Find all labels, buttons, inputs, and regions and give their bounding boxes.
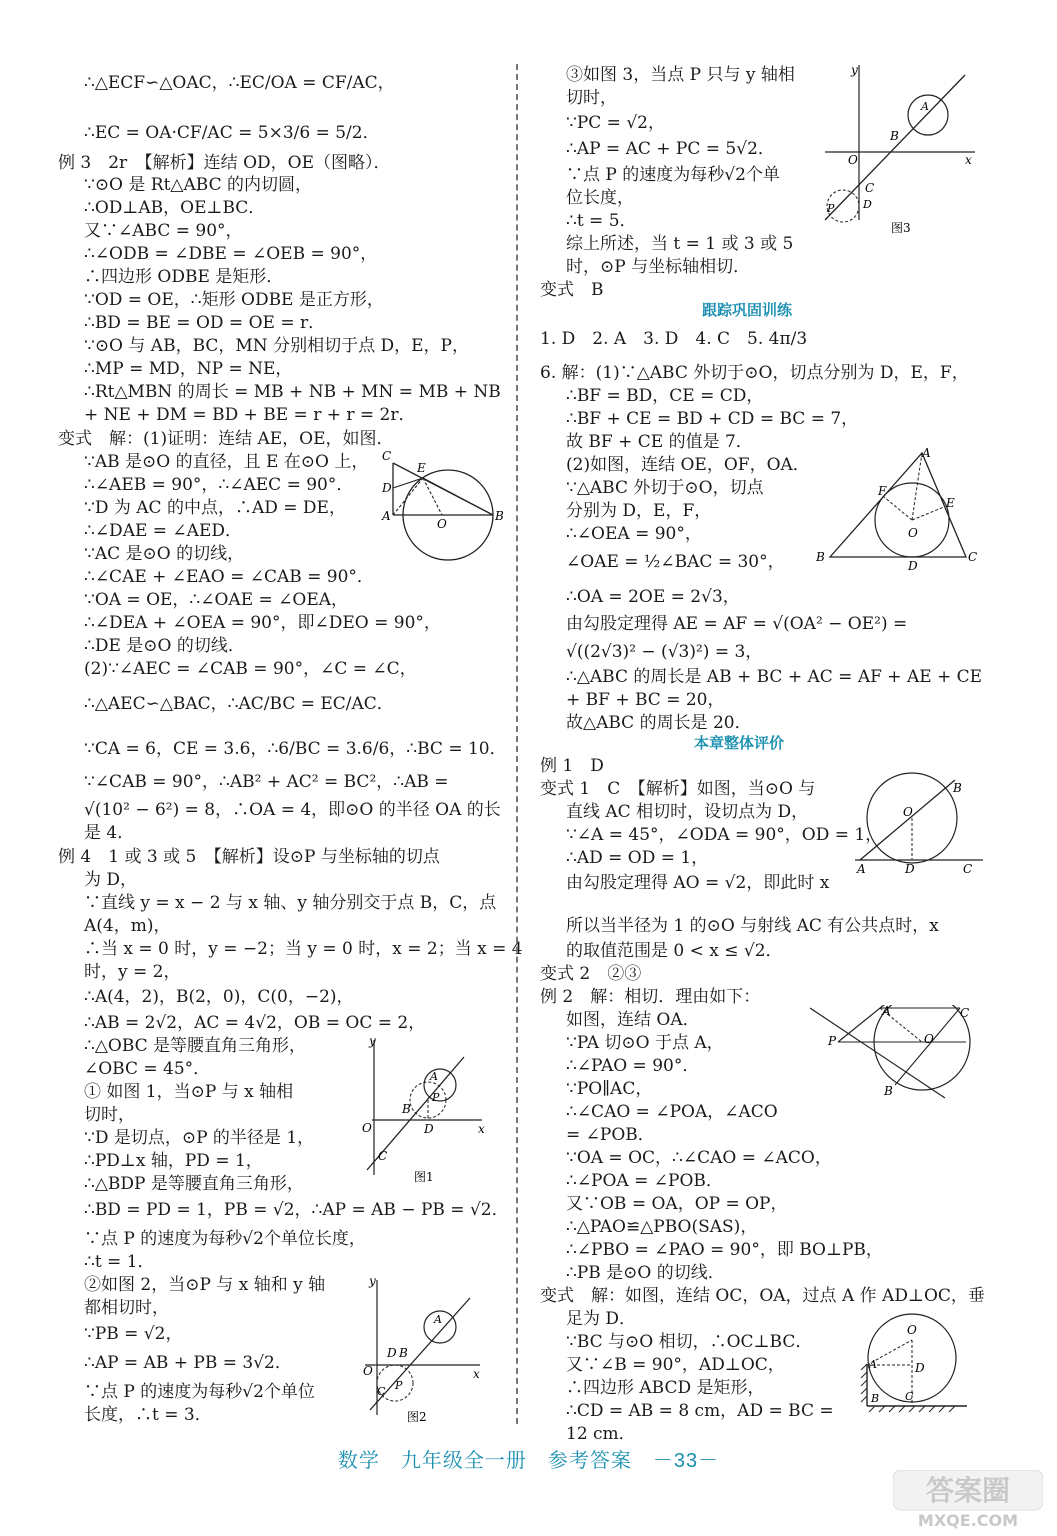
figure-circle-ray-ac bbox=[855, 770, 985, 880]
right-text-line: ∴△ABC 的周长是 AB + BC + AC = AF + AE + CE bbox=[566, 667, 983, 687]
svg-text:A: A bbox=[921, 100, 929, 113]
svg-text:y: y bbox=[369, 1035, 376, 1048]
right-text-line: 12 cm． bbox=[566, 1424, 636, 1444]
svg-text:O: O bbox=[924, 1032, 934, 1046]
svg-text:O: O bbox=[903, 805, 913, 819]
svg-text:B: B bbox=[402, 1102, 411, 1116]
left-text-line: ∵OA = OE，∴∠OAE = ∠OEA， bbox=[84, 590, 349, 610]
right-text-line: 位长度， bbox=[566, 188, 634, 208]
section-title-chapter: 本章整体评价 bbox=[694, 735, 785, 752]
left-text-line: ∴当 x = 0 时，y = −2；当 y = 0 时，x = 2；当 x = 4 bbox=[84, 939, 523, 959]
left-text-line: ∵∠CAB = 90°，∴AB² + AC² = BC²，∴AB = bbox=[84, 772, 449, 792]
left-text-line: ∴∠DAE = ∠AED． bbox=[84, 521, 242, 541]
svg-text:P: P bbox=[395, 1379, 403, 1392]
section-title-track: 跟踪巩固训练 bbox=[702, 302, 793, 319]
svg-text:C: C bbox=[378, 1149, 388, 1163]
svg-text:MXQE.COM: MXQE.COM bbox=[917, 1511, 1019, 1530]
left-text-line: 例 3 2r 【解析】连结 OD，OE（图略）． bbox=[58, 153, 391, 173]
svg-text:D: D bbox=[905, 862, 915, 876]
svg-text:x: x bbox=[965, 153, 972, 167]
left-text-line: 为 D， bbox=[84, 870, 138, 890]
left-text-line: ∴∠ODB = ∠DBE = ∠OEB = 90°， bbox=[84, 244, 378, 264]
svg-text:E: E bbox=[417, 461, 426, 475]
left-text-line: A(4，m)， bbox=[84, 916, 171, 936]
left-text-line: ∴PD⊥x 轴，PD = 1， bbox=[84, 1151, 263, 1171]
right-text-line: 故△ABC 的周长是 20． bbox=[566, 713, 752, 733]
right-text-line: 如图，连结 OA． bbox=[566, 1010, 700, 1030]
left-text-line: ∵点 P 的速度为每秒√2个单位 bbox=[84, 1382, 315, 1402]
left-text-line: 长度，∴t = 3． bbox=[84, 1405, 212, 1425]
svg-text:B: B bbox=[953, 781, 962, 795]
right-text-line: ∴△PAO≌△PBO(SAS)， bbox=[566, 1217, 758, 1237]
right-text-line: ∴∠CAO = ∠POA，∠ACO bbox=[566, 1102, 778, 1122]
left-text-line: ∴DE 是⊙O 的切线． bbox=[84, 636, 245, 656]
svg-text:D: D bbox=[863, 198, 872, 211]
left-text-line: 时，y = 2， bbox=[84, 962, 181, 982]
right-text-line: ∴∠PBO = ∠PAO = 90°，即 BO⊥PB， bbox=[566, 1240, 883, 1260]
svg-text:P: P bbox=[827, 202, 835, 215]
left-text-line: ∴Rt△MBN 的周长 = MB + NB + MN = MB + NB bbox=[84, 382, 501, 402]
svg-text:O: O bbox=[437, 517, 447, 531]
left-text-line: ① 如图 1，当⊙P 与 x 轴相 bbox=[84, 1082, 294, 1102]
svg-text:x: x bbox=[478, 1122, 485, 1136]
right-text-line: 例 1 D bbox=[540, 756, 604, 776]
svg-text:O: O bbox=[363, 1364, 373, 1378]
left-text-line: ∵D 是切点，⊙P 的半径是 1， bbox=[84, 1128, 315, 1148]
right-text-line: ∵点 P 的速度为每秒√2个单 bbox=[566, 165, 780, 185]
right-text-line: 又∵OB = OA，OP = OP， bbox=[566, 1194, 788, 1214]
svg-text:答案圈: 答案圈 bbox=[925, 1474, 1011, 1507]
right-text-line: ∵∠A = 45°，∠ODA = 90°，OD = 1， bbox=[566, 825, 883, 845]
svg-text:A: A bbox=[430, 1070, 438, 1083]
right-text-line: √((2√3)² − (√3)²) = 3， bbox=[566, 642, 763, 662]
figure-2-coordinate bbox=[355, 1275, 490, 1425]
left-text-line: ∴BD = PD = 1，PB = √2，∴AP = AB − PB = √2． bbox=[84, 1200, 509, 1220]
svg-text:C: C bbox=[968, 550, 978, 564]
left-text-line: ∵OD = OE，∴矩形 ODBE 是正方形， bbox=[84, 290, 384, 310]
right-text-line: ∵OA = OC，∴∠CAO = ∠ACO， bbox=[566, 1148, 832, 1168]
svg-text:B: B bbox=[816, 550, 825, 564]
left-text-line: + NE + DM = BD + BE = r + r = 2r． bbox=[84, 405, 416, 425]
left-text-line: ∴∠AEB = 90°，∴∠AEC = 90°． bbox=[84, 475, 354, 495]
right-text-line: 分别为 D，E，F， bbox=[566, 501, 712, 521]
left-text-line: 是 4． bbox=[84, 823, 135, 843]
page-footer: 数学 九年级全一册 参考答案 －33－ bbox=[337, 1450, 720, 1472]
right-text-line: (2)如图，连结 OE，OF，OA． bbox=[566, 455, 810, 475]
right-text-line: 切时， bbox=[566, 88, 617, 108]
svg-text:B: B bbox=[399, 1346, 408, 1360]
left-text-line: ∴△ECF∽△OAC，∴EC/OA = CF/AC， bbox=[84, 73, 395, 93]
left-text-line: ∴MP = MD，NP = NE， bbox=[84, 359, 293, 379]
right-text-line: 变式 B bbox=[540, 280, 604, 300]
left-text-line: ∠OBC = 45°． bbox=[84, 1059, 211, 1079]
figure-triangle-incircle bbox=[810, 445, 980, 575]
right-text-line: 变式 1 C 【解析】如图，当⊙O 与 bbox=[540, 779, 816, 799]
left-text-line: ∴BD = BE = OD = OE = r． bbox=[84, 313, 326, 333]
right-text-line: ∠OAE = ½∠BAC = 30°， bbox=[566, 552, 785, 572]
svg-text:C: C bbox=[905, 1390, 914, 1403]
left-text-line: ∵D 为 AC 的中点，∴AD = DE， bbox=[84, 498, 346, 518]
left-text-line: ∴△AEC∽△BAC，∴AC/BC = EC/AC． bbox=[84, 694, 394, 714]
left-text-line: ∴t = 1． bbox=[84, 1252, 155, 1272]
right-text-line: 由勾股定理得 AO = √2，即此时 x bbox=[566, 873, 830, 893]
svg-text:D: D bbox=[908, 559, 918, 573]
svg-text:A: A bbox=[857, 862, 866, 876]
right-text-line: ∴∠POA = ∠POB． bbox=[566, 1171, 723, 1191]
right-text-line: + BF + BC = 20， bbox=[566, 690, 725, 710]
left-text-line: ∴OD⊥AB，OE⊥BC． bbox=[84, 198, 266, 218]
figure-3-coordinate bbox=[815, 60, 980, 235]
left-text-line: 例 4 1 或 3 或 5 【解析】设⊙P 与坐标轴的切点 bbox=[58, 847, 440, 867]
svg-text:y: y bbox=[369, 1275, 376, 1288]
left-text-line: ∴AP = AB + PB = 3√2． bbox=[84, 1353, 292, 1373]
right-text-line: 1. D 2. A 3. D 4. C 5. 4π/3 bbox=[540, 329, 808, 349]
left-text-line: 都相切时， bbox=[84, 1298, 169, 1318]
svg-text:O: O bbox=[848, 153, 858, 167]
left-text-line: 切时， bbox=[84, 1105, 135, 1125]
right-text-line: ∴PB 是⊙O 的切线． bbox=[566, 1263, 725, 1283]
figure-circle-rect bbox=[855, 1310, 970, 1415]
svg-text:B: B bbox=[884, 1084, 893, 1098]
left-text-line: ∵直线 y = x − 2 与 x 轴、y 轴分别交于点 B，C，点 bbox=[84, 893, 497, 913]
svg-text:B: B bbox=[871, 1392, 880, 1405]
svg-text:A: A bbox=[434, 1313, 442, 1326]
svg-text:P: P bbox=[432, 1091, 440, 1104]
left-text-line: ∵AB 是⊙O 的直径，且 E 在⊙O 上， bbox=[84, 452, 369, 472]
left-text-line: ∵PB = √2， bbox=[84, 1324, 183, 1344]
svg-text:x: x bbox=[473, 1367, 480, 1381]
svg-text:F: F bbox=[878, 484, 887, 498]
right-text-line: ∴四边形 ABCD 是矩形， bbox=[566, 1378, 765, 1398]
right-text-line: ∵PA 切⊙O 于点 A， bbox=[566, 1033, 724, 1053]
left-text-line: 变式 解：(1)证明：连结 AE，OE，如图． bbox=[58, 429, 394, 449]
right-text-line: ∵BC 与⊙O 相切，∴OC⊥BC． bbox=[566, 1332, 813, 1352]
right-text-line: 故 BF + CE 的值是 7． bbox=[566, 432, 753, 452]
figure-1-coordinate bbox=[352, 1035, 492, 1185]
svg-text:B: B bbox=[890, 129, 899, 143]
right-text-line: 6. 解：(1)∵△ABC 外切于⊙O，切点分别为 D，E，F， bbox=[540, 363, 969, 383]
right-text-line: = ∠POB． bbox=[566, 1125, 655, 1145]
right-text-line: 的取值范围是 0 < x ≤ √2． bbox=[566, 941, 783, 961]
svg-text:O: O bbox=[362, 1121, 372, 1135]
right-text-line: 直线 AC 相切时，设切点为 D， bbox=[566, 802, 809, 822]
right-text-line: 综上所述，当 t = 1 或 3 或 5 bbox=[566, 234, 794, 254]
right-text-line: ∴∠OEA = 90°， bbox=[566, 524, 702, 544]
left-text-line: ∵⊙O 是 Rt△ABC 的内切圆， bbox=[84, 175, 313, 195]
svg-text:P: P bbox=[828, 1034, 837, 1048]
right-text-line: ∴BF + CE = BD + CD = BC = 7， bbox=[566, 409, 859, 429]
svg-text:y: y bbox=[851, 63, 858, 77]
right-text-line: ∵△ABC 外切于⊙O，切点 bbox=[566, 478, 764, 498]
svg-text:C: C bbox=[377, 1385, 386, 1398]
svg-text:A: A bbox=[922, 446, 931, 460]
figure-circle-tangent-ace bbox=[380, 448, 505, 563]
right-text-line: 又∵∠B = 90°，AD⊥OC， bbox=[566, 1355, 785, 1375]
left-text-line: √(10² − 6²) = 8，∴OA = 4，即⊙O 的半径 OA 的长 bbox=[84, 800, 501, 820]
figure-tangent-pa-pb bbox=[810, 1005, 980, 1105]
left-text-line: ∵⊙O 与 AB，BC，MN 分别相切于点 D，E，P， bbox=[84, 336, 469, 356]
left-text-line: ∴四边形 ODBE 是矩形． bbox=[84, 267, 284, 287]
right-text-line: ∴CD = AB = 8 cm，AD = BC = bbox=[566, 1401, 834, 1421]
right-text-line: 所以当半径为 1 的⊙O 与射线 AC 有公共点时，x bbox=[566, 916, 939, 936]
left-text-line: ∴EC = OA·CF/AC = 5×3/6 = 5/2． bbox=[84, 123, 380, 143]
left-text-line: ②如图 2，当⊙P 与 x 轴和 y 轴 bbox=[84, 1275, 326, 1295]
right-text-line: ∵PO∥AC， bbox=[566, 1079, 653, 1099]
right-text-line: 例 2 解：相切．理由如下： bbox=[540, 987, 761, 1007]
right-text-line: 变式 解：如图，连结 OC，OA，过点 A 作 AD⊥OC，垂 bbox=[540, 1286, 985, 1306]
left-text-line: 又∵∠ABC = 90°， bbox=[84, 221, 243, 241]
column-divider bbox=[516, 64, 518, 1424]
right-text-line: ③如图 3，当点 P 只与 y 轴相 bbox=[566, 65, 795, 85]
left-text-line: ∴AB = 2√2，AC = 4√2，OB = OC = 2， bbox=[84, 1013, 426, 1033]
svg-text:C: C bbox=[963, 862, 973, 876]
watermark-logo bbox=[893, 1470, 1043, 1530]
svg-text:C: C bbox=[960, 1006, 970, 1020]
right-text-line: ∴OA = 2OE = 2√3， bbox=[566, 587, 740, 607]
right-text-line: 由勾股定理得 AE = AF = √(OA² − OE²) = bbox=[566, 614, 908, 634]
svg-text:C: C bbox=[382, 449, 392, 463]
right-text-line: ∴t = 5． bbox=[566, 211, 637, 231]
left-text-line: ∴∠CAE + ∠EAO = ∠CAB = 90°． bbox=[84, 567, 374, 587]
right-text-line: ∴BF = BD，CE = CD， bbox=[566, 386, 764, 406]
svg-text:D: D bbox=[387, 1346, 397, 1360]
svg-text:C: C bbox=[865, 181, 875, 195]
svg-text:O: O bbox=[908, 526, 918, 540]
right-text-line: 时，⊙P 与坐标轴相切． bbox=[566, 257, 751, 277]
right-text-line: 变式 2 ②③ bbox=[540, 964, 642, 984]
left-text-line: ∵CA = 6，CE = 3.6，∴6/BC = 3.6/6，∴BC = 10． bbox=[84, 739, 507, 759]
right-text-line: ∵PC = √2， bbox=[566, 113, 665, 133]
svg-text:A: A bbox=[382, 509, 391, 523]
left-text-line: ∴∠DEA + ∠OEA = 90°，即∠DEO = 90°， bbox=[84, 613, 441, 633]
svg-text:图1: 图1 bbox=[414, 1170, 434, 1184]
left-text-line: ∵AC 是⊙O 的切线， bbox=[84, 544, 245, 564]
left-text-line: ∴△BDP 是等腰直角三角形， bbox=[84, 1174, 304, 1194]
svg-text:D: D bbox=[915, 1361, 925, 1375]
svg-text:E: E bbox=[946, 496, 955, 510]
svg-text:B: B bbox=[495, 509, 504, 523]
right-text-line: ∴AD = OD = 1， bbox=[566, 848, 709, 868]
left-text-line: ∴A(4，2)，B(2，0)，C(0，−2)， bbox=[84, 987, 354, 1007]
right-text-line: 足为 D． bbox=[566, 1309, 637, 1329]
svg-text:D: D bbox=[424, 1122, 434, 1136]
left-text-line: ∵点 P 的速度为每秒√2个单位长度， bbox=[84, 1229, 366, 1249]
svg-text:图2: 图2 bbox=[407, 1410, 427, 1424]
svg-text:A: A bbox=[869, 1358, 877, 1371]
left-text-line: (2)∵∠AEC = ∠CAB = 90°，∠C = ∠C， bbox=[84, 659, 417, 679]
svg-text:O: O bbox=[907, 1323, 917, 1337]
svg-text:D: D bbox=[382, 481, 392, 495]
svg-text:图3: 图3 bbox=[891, 221, 911, 235]
svg-text:A: A bbox=[882, 1005, 891, 1018]
left-text-line: ∴△OBC 是等腰直角三角形， bbox=[84, 1036, 307, 1056]
right-text-line: ∴AP = AC + PC = 5√2． bbox=[566, 139, 775, 159]
right-text-line: ∴∠PAO = 90°． bbox=[566, 1056, 700, 1076]
